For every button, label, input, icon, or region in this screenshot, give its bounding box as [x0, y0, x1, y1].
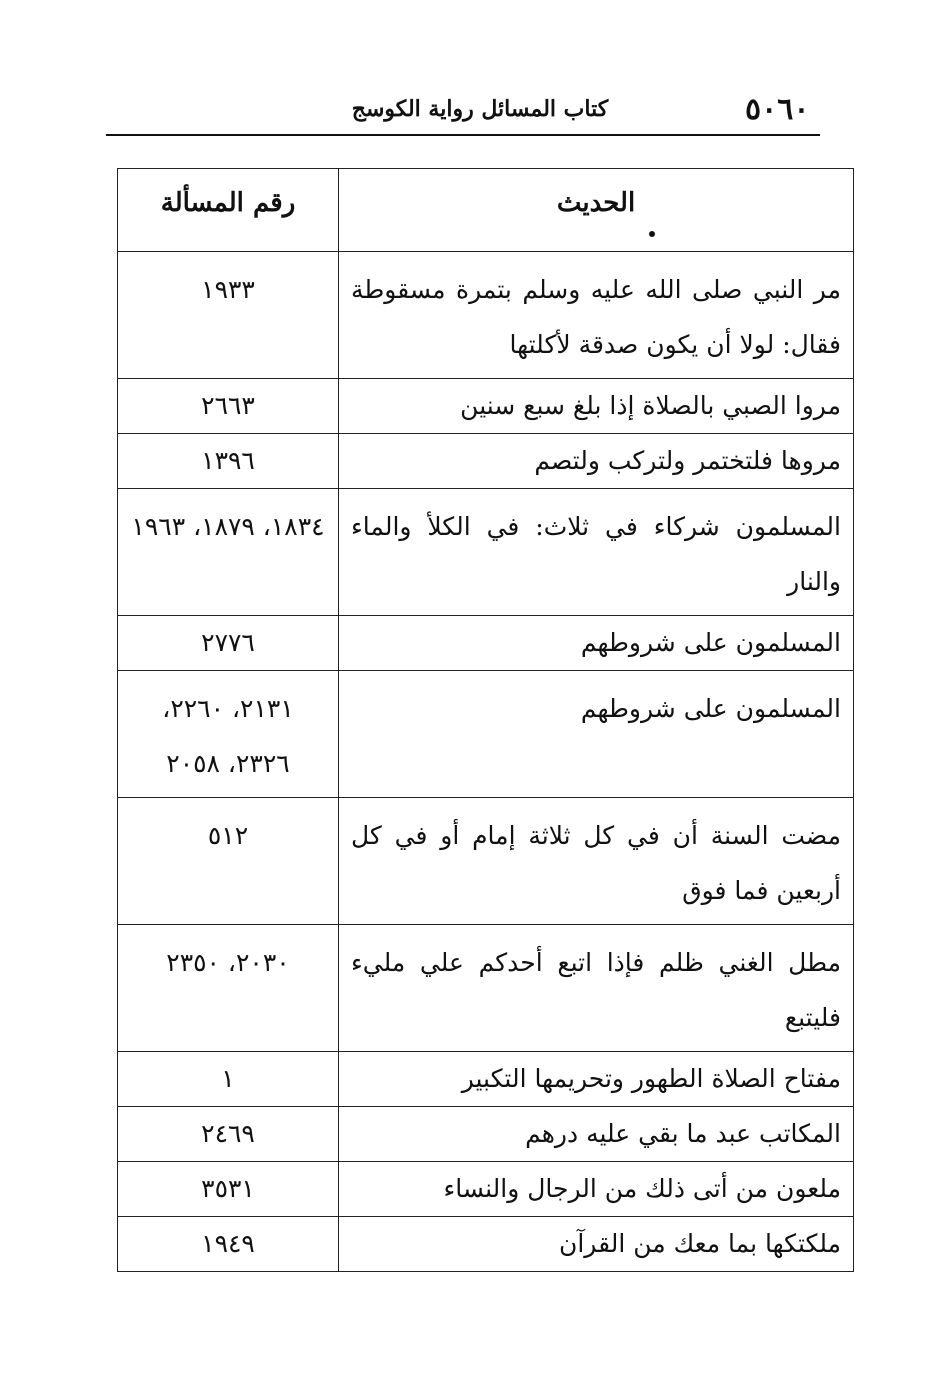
number-cell: ١٩٣٣: [118, 252, 339, 379]
hadith-cell: المكاتب عبد ما بقي عليه درهم: [339, 1107, 854, 1162]
table-row: [118, 489, 854, 616]
number-cell: ٢٤٦٩: [118, 1107, 339, 1162]
number-cell: ٢٧٧٦: [118, 616, 339, 671]
table-row: [118, 1052, 854, 1107]
hadith-cell: مروا الصبي بالصلاة إذا بلغ سبع سنين: [339, 379, 854, 434]
book-title: كتاب المسائل رواية الكوسج: [351, 96, 609, 122]
hadith-cell: ملكتكها بما معك من القرآن: [339, 1217, 854, 1272]
table-header-row: [118, 169, 854, 252]
hadith-cell: مروها فلتختمر ولتركب ولتصم: [339, 434, 854, 489]
table-row: [118, 379, 854, 434]
table-row: [118, 671, 854, 798]
table-row: [118, 1107, 854, 1162]
hadith-cell: مضت السنة أن في كل ثلاثة إمام أو في كل أربعين فما فوق: [339, 798, 854, 925]
hadith-cell: المسلمون شركاء في ثلاث: في الكلأ والماء والنار: [339, 489, 854, 616]
table-row: [118, 616, 854, 671]
table-row: [118, 1217, 854, 1272]
hadith-cell: المسلمون على شروطهم: [339, 616, 854, 671]
number-cell: ١٩٤٩: [118, 1217, 339, 1272]
table-row: [118, 925, 854, 1052]
hadith-cell: مطل الغني ظلم فإذا اتبع أحدكم علي مليء فليتبع: [339, 925, 854, 1052]
table-row: [118, 434, 854, 489]
hadith-cell: مر النبي صلى الله عليه وسلم بتمرة مسقوطة فقال: لولا أن يكون صدقة لأكلتها: [339, 252, 854, 379]
hadith-cell: المسلمون على شروطهم: [339, 671, 854, 798]
header-rule: [106, 134, 820, 136]
number-cell: ٢١٣١، ٢٢٦٠، ٢٣٢٦، ٢٠٥٨: [118, 671, 339, 798]
hadith-cell: مفتاح الصلاة الطهور وتحريمها التكبير: [339, 1052, 854, 1107]
number-cell: ١: [118, 1052, 339, 1107]
column-header-number: رقم المسألة: [118, 169, 339, 252]
column-header-hadith-label: الحديث: [556, 188, 636, 218]
hadith-index-table: [117, 168, 854, 1272]
table-row: [118, 252, 854, 379]
number-cell: ٢٠٣٠، ٢٣٥٠: [118, 925, 339, 1052]
hadith-cell: ملعون من أتى ذلك من الرجال والنساء: [339, 1162, 854, 1217]
number-cell: ١٨٣٤، ١٨٧٩، ١٩٦٣: [118, 489, 339, 616]
number-cell: ١٣٩٦: [118, 434, 339, 489]
column-header-hadith: [339, 169, 854, 252]
number-cell: ٣٥٣١: [118, 1162, 339, 1217]
number-cell: ٢٦٦٣: [118, 379, 339, 434]
number-cell: ٥١٢: [118, 798, 339, 925]
table-row: [118, 1162, 854, 1217]
page-number: ٥٠٦٠: [745, 92, 810, 127]
table-row: [118, 798, 854, 925]
dot-mark: [649, 231, 655, 237]
